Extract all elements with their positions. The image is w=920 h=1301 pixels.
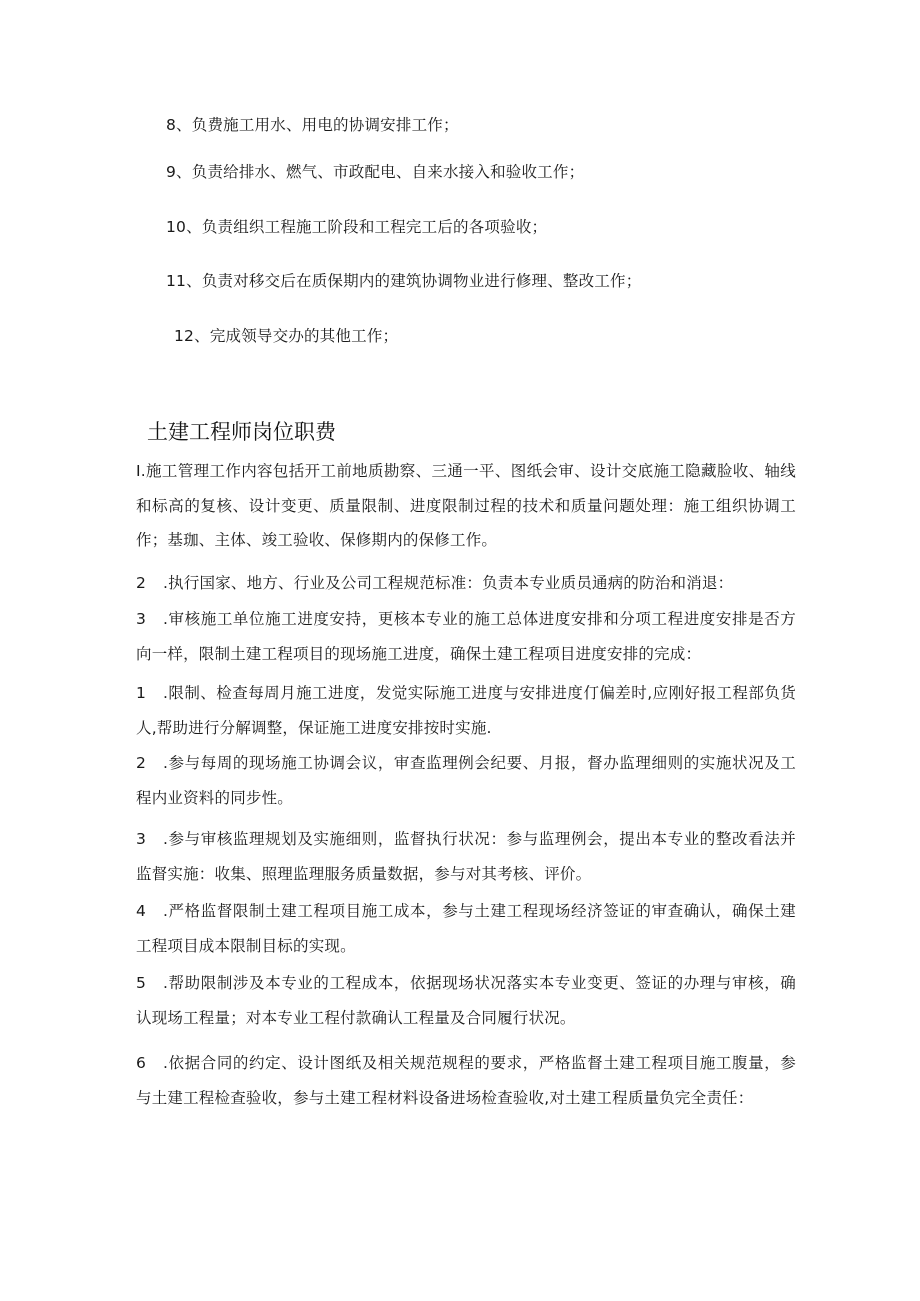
paragraph-text: .参与每周的现场施工协调会议，审查监理例会纪要、月报，督办监理细则的实施状况及工程内业资料的同步性。: [136, 754, 796, 807]
paragraph-text: I.施工管理工作内容包括开工前地质勘察、三通一平、图纸会审、设计交底施工隐藏脸收、轴线和标高的复核、设计变更、质量限制、进度限制过程的技术和质量问题处理：施工组织协调工作；基珈、主体、竣工验收、保修期内的保修工作。: [136, 462, 796, 549]
duty-item-10: 10、负责组织工程施工阶段和工程完工后的各项验收；: [166, 218, 548, 236]
paragraph-7: [136, 894, 796, 963]
duty-item-8: 8、负费施工用水、用电的协调安排工作；: [166, 116, 459, 134]
paragraph-text: .严格监督限制土建工程项目施工成本，参与土建工程现场经济签证的审查确认，确保土建工程项目成本限制目标的实现。: [136, 902, 796, 955]
section-title: 土建工程师岗位职费: [147, 420, 336, 444]
paragraph-number: 3: [136, 830, 147, 848]
paragraph-9: [136, 1046, 796, 1115]
paragraph-number: 2: [136, 574, 147, 592]
paragraph-6: [136, 822, 796, 891]
duty-item-12: 12、完成领导交办的其他工作；: [174, 327, 399, 345]
paragraph-2: [136, 566, 796, 601]
paragraph-1: [136, 454, 796, 558]
paragraph-text: .帮助限制涉及本专业的工程成本，依据现场状况落实本专业变更、签证的办理与审核，确认现场工程量；对本专业工程付款确认工程量及合同履行状况。: [136, 974, 796, 1027]
paragraph-4: [136, 676, 796, 745]
paragraph-3: [136, 602, 796, 671]
paragraph-8: [136, 966, 796, 1035]
duty-item-9: 9、负责给排水、燃气、市政配电、自来水接入和验收工作；: [166, 163, 585, 181]
paragraph-number: 1: [136, 684, 147, 702]
paragraph-text: .审核施工单位施工进度安持，更核本专业的施工总体进度安排和分项工程进度安排是否方向一样，限制土建工程项目的现场施工进度，确保土建工程项目进度安排的完成：: [136, 610, 796, 663]
paragraph-text: .参与审核监理规划及实施细则，监督执行状况：参与监理例会，提出本专业的整改看法并监督实施：收集、照理监理服务质量数据，参与对其考核、评价。: [136, 830, 796, 883]
paragraph-text: .依据合同的约定、设计图纸及相关规范规程的要求，严格监督土建工程项目施工腹量，参与土建工程检查验收，参与土建工程材料设备进场检查验收,对土建工程质量负完全责任：: [136, 1054, 796, 1107]
paragraph-number: 2: [136, 754, 147, 772]
paragraph-5: [136, 746, 796, 815]
paragraph-number: 6: [136, 1054, 147, 1072]
duty-item-11: 11、负责对移交后在质保期内的建筑协调物业进行修理、整改工作；: [166, 272, 642, 290]
paragraph-text: .限制、检查每周月施工进度，发觉实际施工进度与安排进度仃偏差时,应刚好报工程部负货人,帮助进行分解调整，保证施工进度安排按时实施.: [136, 684, 796, 737]
paragraph-text: .执行国家、地方、行业及公司工程规范标准：负责本专业质员通病的防治和消退：: [163, 574, 734, 592]
paragraph-number: 5: [136, 974, 147, 992]
paragraph-number: 4: [136, 902, 147, 920]
paragraph-number: 3: [136, 610, 147, 628]
